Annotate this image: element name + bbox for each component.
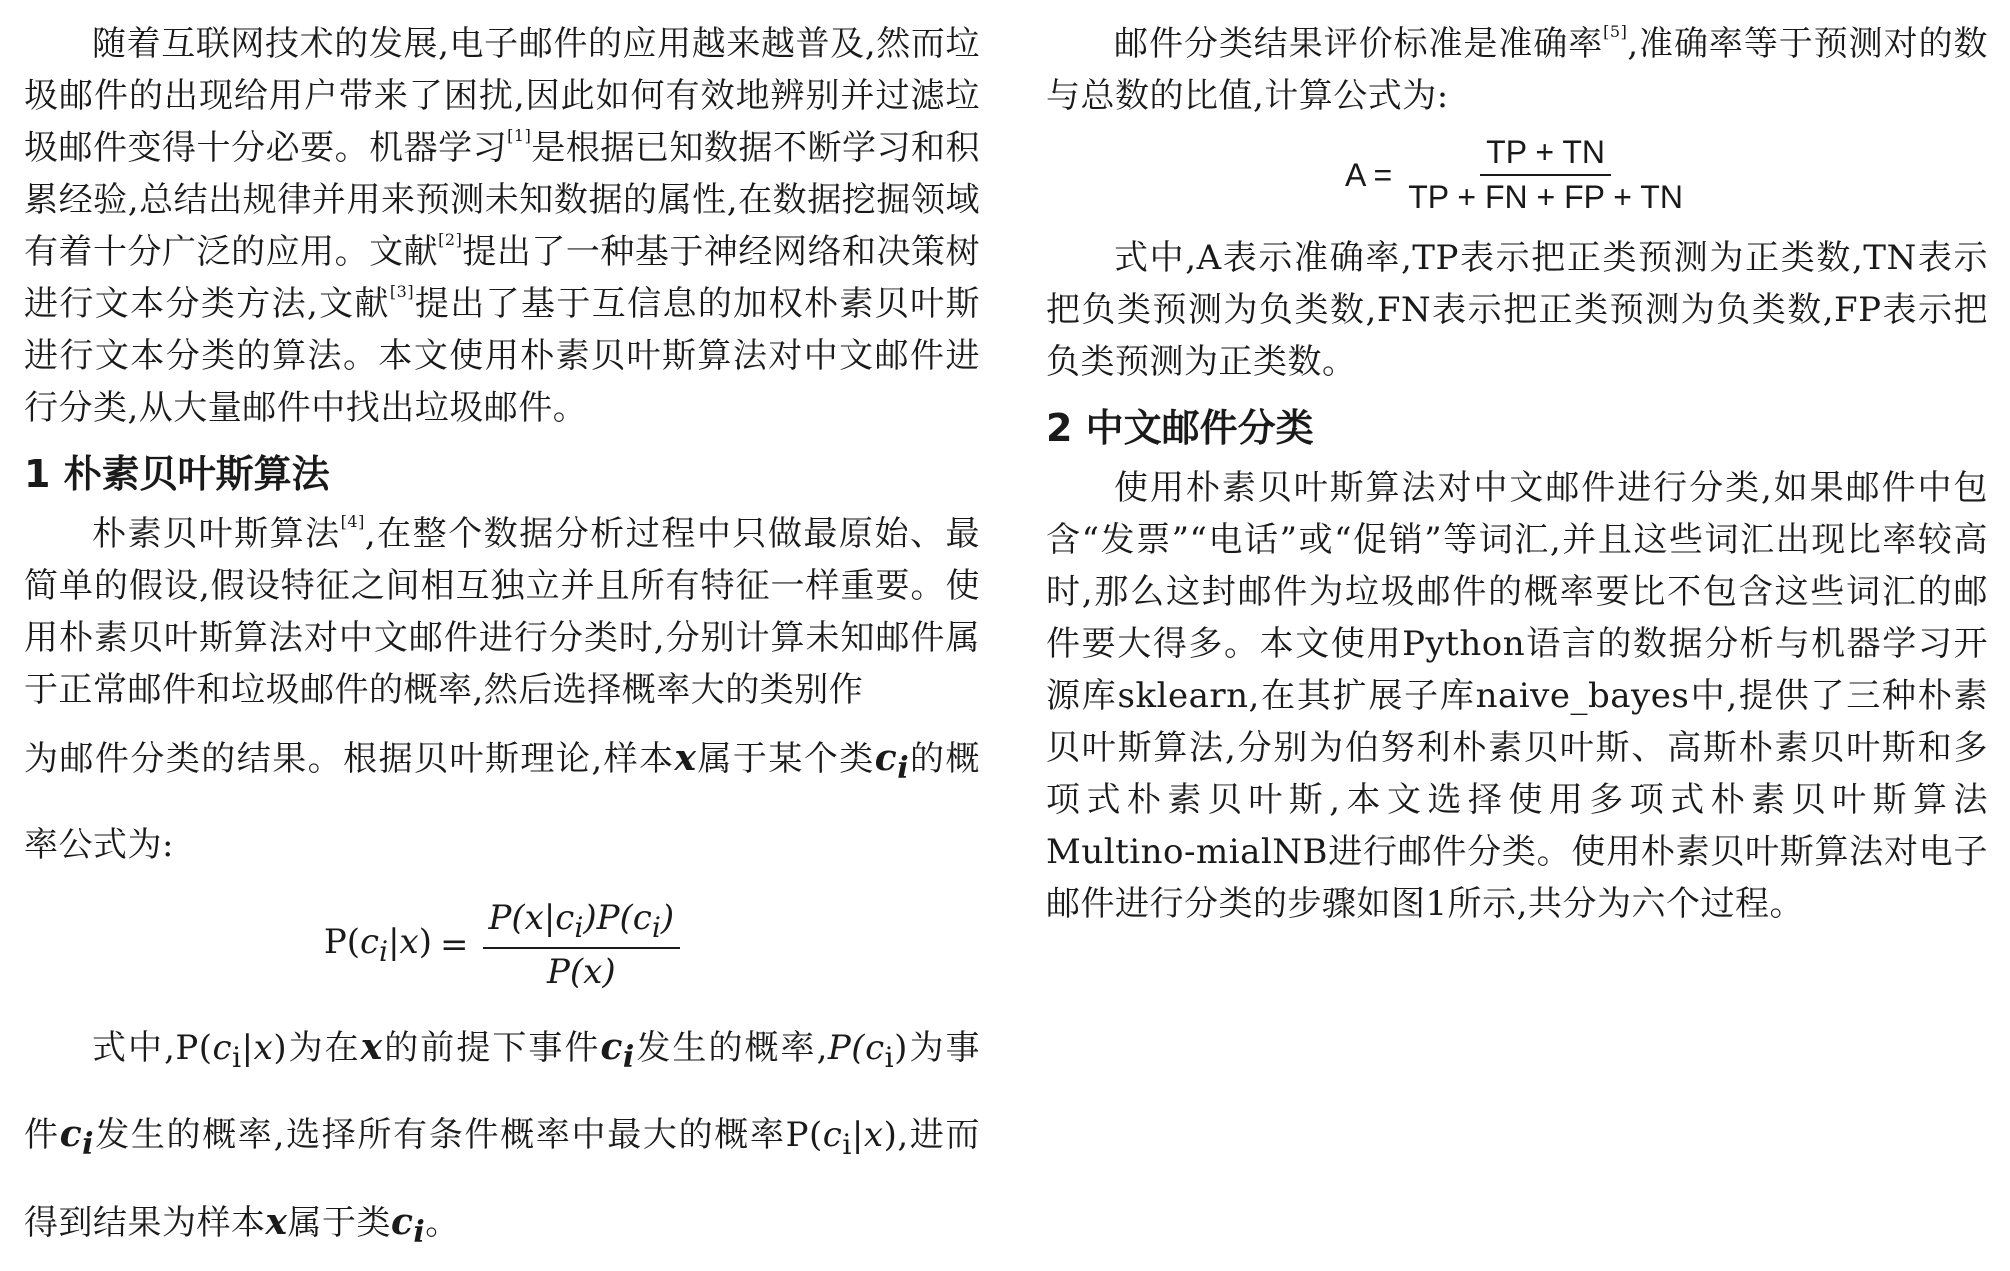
text-run: 发生的概率,选择所有条件概率中最大的概率P( <box>94 1115 823 1156</box>
math-symbol-ci: $c_i$ <box>874 737 910 787</box>
text-run: 属于某个类 <box>696 739 875 779</box>
text-run: 。 <box>425 1202 460 1243</box>
formula-explanation: 式中$,P(c_i|x)$为在x的前提下事件$c_i$发生的概率$,P(c_i)$为事件$c_i$发生的概率,选择所有条件概率中最大的概率$P(c_i|x)$,进而得到结果为样本x属于类$c_i$。 <box>24 1026 981 1250</box>
text-run: )为事 <box>894 1028 981 1069</box>
intro-paragraph <box>24 18 980 434</box>
text-run: 邮件分类结果评价标准是准确率 <box>1114 24 1604 64</box>
bayes-formula <box>24 887 980 1003</box>
citation-ref: [2] <box>438 230 463 249</box>
citation-ref: [1] <box>507 126 532 145</box>
formula-numerator: $P(x|c_i)P(c_i)$ <box>483 898 681 949</box>
section-heading-1: 1 朴素贝叶斯算法 <box>24 452 330 496</box>
text-run: 的概率公式为: <box>24 739 981 866</box>
right-column <box>1046 18 1988 930</box>
text-run: ,在整个数据分析过程中只做最原始、最简单的假设,假设特征之间相互独立并且所有特征一样重要。使用朴素贝叶斯算法对中文邮件进行分类时,分别计算未知邮件属于正常邮件和垃圾邮件的概率,然后选择概率大的类别作 <box>24 514 980 710</box>
text-run: 随着互联网技术的发展,电子邮件的应用越来越普及,然而垃圾邮件的出现给用户带来了困扰,因此如何有效地辨别并过滤垃圾邮件变得十分必要。机器学习 <box>24 24 980 168</box>
text-run: 式中,P( <box>92 1028 213 1069</box>
formula-fraction <box>483 898 681 992</box>
math-symbol-x: x <box>360 1026 383 1069</box>
text-run: )为在 <box>273 1028 361 1069</box>
text-run: 提出了基于互信息的加权朴素贝叶斯进行文本分类的算法。本文使用朴素贝叶斯算法对中文邮件进行分类,从大量邮件中找出垃圾邮件。 <box>24 284 980 428</box>
text-run: 得到结果为样本 <box>24 1202 266 1243</box>
accuracy-formula <box>1046 122 1988 228</box>
math-symbol-ci: $c_i$ <box>390 1200 426 1250</box>
text-run: 属于类 <box>287 1202 391 1243</box>
text-run: ,准确率等于预测对的数与总数的比值,计算公式为: <box>1046 24 1989 116</box>
citation-ref: [5] <box>1603 22 1628 41</box>
section-heading-2: 2 中文邮件分类 <box>1046 406 1314 450</box>
formula-lhs: A = <box>1345 156 1393 193</box>
math-symbol-x: x <box>674 737 697 779</box>
citation-ref: [4] <box>340 512 365 531</box>
math-symbol-ci: $c_i$ <box>600 1026 635 1076</box>
bayes-intro-line <box>24 720 980 883</box>
accuracy-intro <box>1046 18 1988 122</box>
math-symbol-x: x <box>265 1200 288 1243</box>
formula-numerator: TP + TN <box>1480 134 1611 176</box>
citation-ref: [3] <box>389 282 415 301</box>
text-run: 的前提下事件 <box>382 1028 601 1069</box>
text-run: ),进而 <box>883 1115 980 1156</box>
left-column <box>24 18 980 1271</box>
accuracy-explanation: 式中,A表示准确率,TP表示把正类预测为正类数,TN表示把负类预测为负类数,FN表示把正类预测为负类数,FP表示把负类预测为正类数。 <box>1046 238 1988 382</box>
text-run: 是根据已知数据不断学习和积累经验,总结出规律并用来预测未知数据的属性,在数据挖掘领域有着十分广泛的应用。文献 <box>24 128 981 272</box>
text-run: 为邮件分类的结果。根据贝叶斯理论,样本 <box>24 739 675 779</box>
formula-denominator: P(x) <box>547 952 616 993</box>
formula-lhs: $P(c_i|x)$ <box>323 922 432 969</box>
text-run: 提出了一种基于神经网络和决策树进行文本分类方法,文献 <box>24 232 981 324</box>
chinese-mail-paragraph: 使用朴素贝叶斯算法对中文邮件进行分类,如果邮件中包含“发票”“电话”或“促销”等词汇,并且这些词汇出现比率较高时,那么这封邮件为垃圾邮件的概率要比不包含这些词汇的邮件要大得多。本文使用Python语言的数据分析与机器学习开源库sklearn,在其扩展子库naive_bayes中,提供了三种朴素贝叶斯算法,分别为伯努利朴素贝叶斯、高斯朴素贝叶斯和多项式朴素贝叶斯,本文选择使用多项式朴素贝叶斯算法Multino-mialNB进行邮件分类。使用朴素贝叶斯算法对电子邮件进行分类的步骤如图1所示,共分为六个过程。 <box>1046 468 1988 924</box>
text-run: 发生的概率, <box>634 1028 828 1069</box>
formula-equals: = <box>440 925 469 966</box>
text-run: 朴素贝叶斯算法 <box>92 514 341 554</box>
naive-bayes-paragraph <box>24 508 980 716</box>
formula-fraction <box>1402 134 1689 216</box>
formula-denominator: TP + FN + FP + TN <box>1408 179 1683 215</box>
math-symbol-ci: $c_i$ <box>59 1113 95 1163</box>
